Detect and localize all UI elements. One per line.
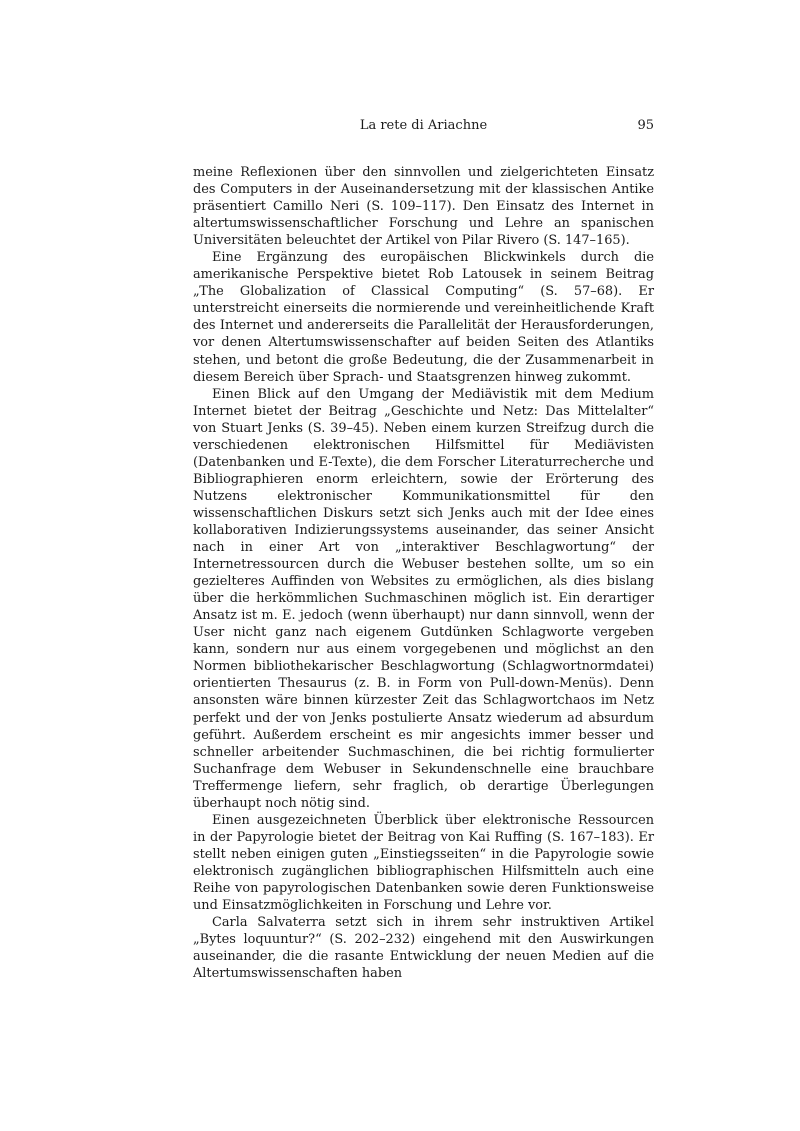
paragraph: Einen Blick auf den Umgang der Mediävistik mit dem Medium Internet bietet der Beitrag „Geschichte und Netz: Das Mittelalter“ von Stuart Jenks (S. 39–45). Neben einem kurzen Streifzug durch die verschiedenen elektronischen Hilfsmittel für Mediävisten (Datenbanken und E-Texte), die dem Forscher Literaturrecherche und Bibliographieren enorm erleichtern, sowie der Erörterung des Nutzens elektronischer Kommunikationsmittel für den wissenschaftlichen Diskurs setzt sich Jenks auch mit der Idee eines kollaborativen Indizierungssystems auseinander, das seiner Ansicht nach in einer Art von „interaktiver Beschlagwortung“ der Internetressourcen durch die Webuser bestehen sollte, um so ein gezielteres Auffinden von Websites zu ermöglichen, als dies bislang über die herkömmlichen Suchmaschinen möglich ist. Ein derartiger Ansatz ist m. E. jedoch (wenn überhaupt) nur dann sinnvoll, wenn der User nicht ganz nach eigenem Gutdünken Schlagworte vergeben kann, sondern nur aus einem vorgegebenen und möglichst an den Normen bibliothekarischer Beschlagwortung (Schlagwortnormdatei) orientierten Thesaurus (z. B. in Form von Pull-down-Menüs). Denn ansonsten wäre binnen kürzester Zeit das Schlagwortchaos im Netz perfekt und der von Jenks postulierte Ansatz wiederum ad absurdum geführt. Außerdem erscheint es mir angesichts immer besser und schneller arbeitender Suchmaschinen, die bei richtig formulierter Suchanfrage dem Webuser in Sekundenschnelle eine brauchbare Treffermenge liefern, sehr fraglich, ob derartige Überlegungen überhaupt noch nötig sind. <box>193 386 654 811</box>
paragraph: Einen ausgezeichneten Überblick über elektronische Ressourcen in der Papyrologie bietet der Beitrag von Kai Ruffing (S. 167–183). Er stellt neben einigen guten „Einstiegsseiten“ in die Papyrologie sowie elektronisch zugänglichen bibliographischen Hilfsmitteln auch eine Reihe von papyrologischen Datenbanken sowie deren Funktionsweise und Einsatzmöglichkeiten in Forschung und Lehre vor. <box>193 812 654 914</box>
paragraph: Carla Salvaterra setzt sich in ihrem sehr instruktiven Artikel „Bytes loquuntur?“ (S. 202–232) eingehend mit den Auswirkungen auseinander, die die rasante Entwicklung der neuen Medien auf die Altertumswissenschaften haben <box>193 915 654 982</box>
paragraph: Eine Ergänzung des europäischen Blickwinkels durch die amerikanische Perspektive bietet Rob Latousek in seinem Beitrag „The Globalization of Classical Computing“ (S. 57–68). Er unterstreicht einerseits die normierende und vereinheitlichende Kraft des Internet und andererseits die Parallelität der Herausforderungen, vor denen Altertumswissenschafter auf beiden Seiten des Atlantiks stehen, und betont die große Bedeutung, die der Zusammenarbeit in diesem Bereich über Sprach- und Staatsgrenzen hinweg zukommt. <box>193 250 654 385</box>
page-number: 95 <box>637 118 654 133</box>
body-text <box>193 164 654 982</box>
paragraph: meine Reflexionen über den sinnvollen und zielgerichteten Einsatz des Computers in der Auseinandersetzung mit der klassischen Antike präsentiert Camillo Neri (S. 109–117). Den Einsatz des Internet in altertumswissenschaftlicher Forschung und Lehre an spanischen Universitäten beleuchtet der Artikel von Pilar Rivero (S. 147–165). <box>193 165 654 249</box>
page-header <box>193 118 654 138</box>
running-title: La rete di Ariachne <box>359 118 488 133</box>
